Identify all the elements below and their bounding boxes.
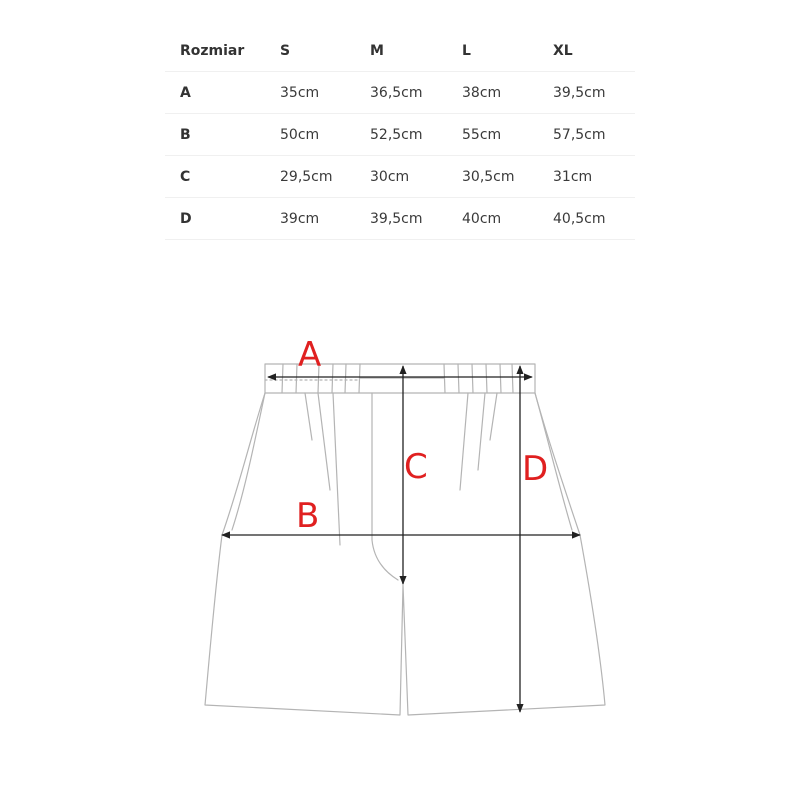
table-cell: 35cm <box>265 72 355 114</box>
row-label: B <box>165 114 265 156</box>
shorts-body <box>205 393 605 715</box>
table-cell: 38cm <box>447 72 538 114</box>
row-label: D <box>165 198 265 240</box>
header-size: Rozmiar <box>165 30 265 72</box>
table-cell: 39cm <box>265 198 355 240</box>
label-c: C <box>404 447 428 487</box>
front-pleats <box>305 393 497 545</box>
header-xl: XL <box>538 30 635 72</box>
table-cell: 30cm <box>355 156 447 198</box>
table-cell: 36,5cm <box>355 72 447 114</box>
label-b: B <box>296 496 320 536</box>
table-cell: 55cm <box>447 114 538 156</box>
table-cell: 57,5cm <box>538 114 635 156</box>
header-m: M <box>355 30 447 72</box>
table-cell: 39,5cm <box>355 198 447 240</box>
table-cell: 40,5cm <box>538 198 635 240</box>
table-cell: 31cm <box>538 156 635 198</box>
shorts-outline <box>205 364 605 715</box>
table-cell: 50cm <box>265 114 355 156</box>
header-l: L <box>447 30 538 72</box>
header-s: S <box>265 30 355 72</box>
fly-stitch <box>372 393 398 580</box>
row-label: A <box>165 72 265 114</box>
table-cell: 40cm <box>447 198 538 240</box>
table-cell: 29,5cm <box>265 156 355 198</box>
label-d: D <box>522 449 549 489</box>
row-label: C <box>165 156 265 198</box>
table-cell: 30,5cm <box>447 156 538 198</box>
table-cell: 52,5cm <box>355 114 447 156</box>
label-a: A <box>298 335 322 375</box>
pocket-seam-left <box>232 393 265 530</box>
table-cell: 39,5cm <box>538 72 635 114</box>
